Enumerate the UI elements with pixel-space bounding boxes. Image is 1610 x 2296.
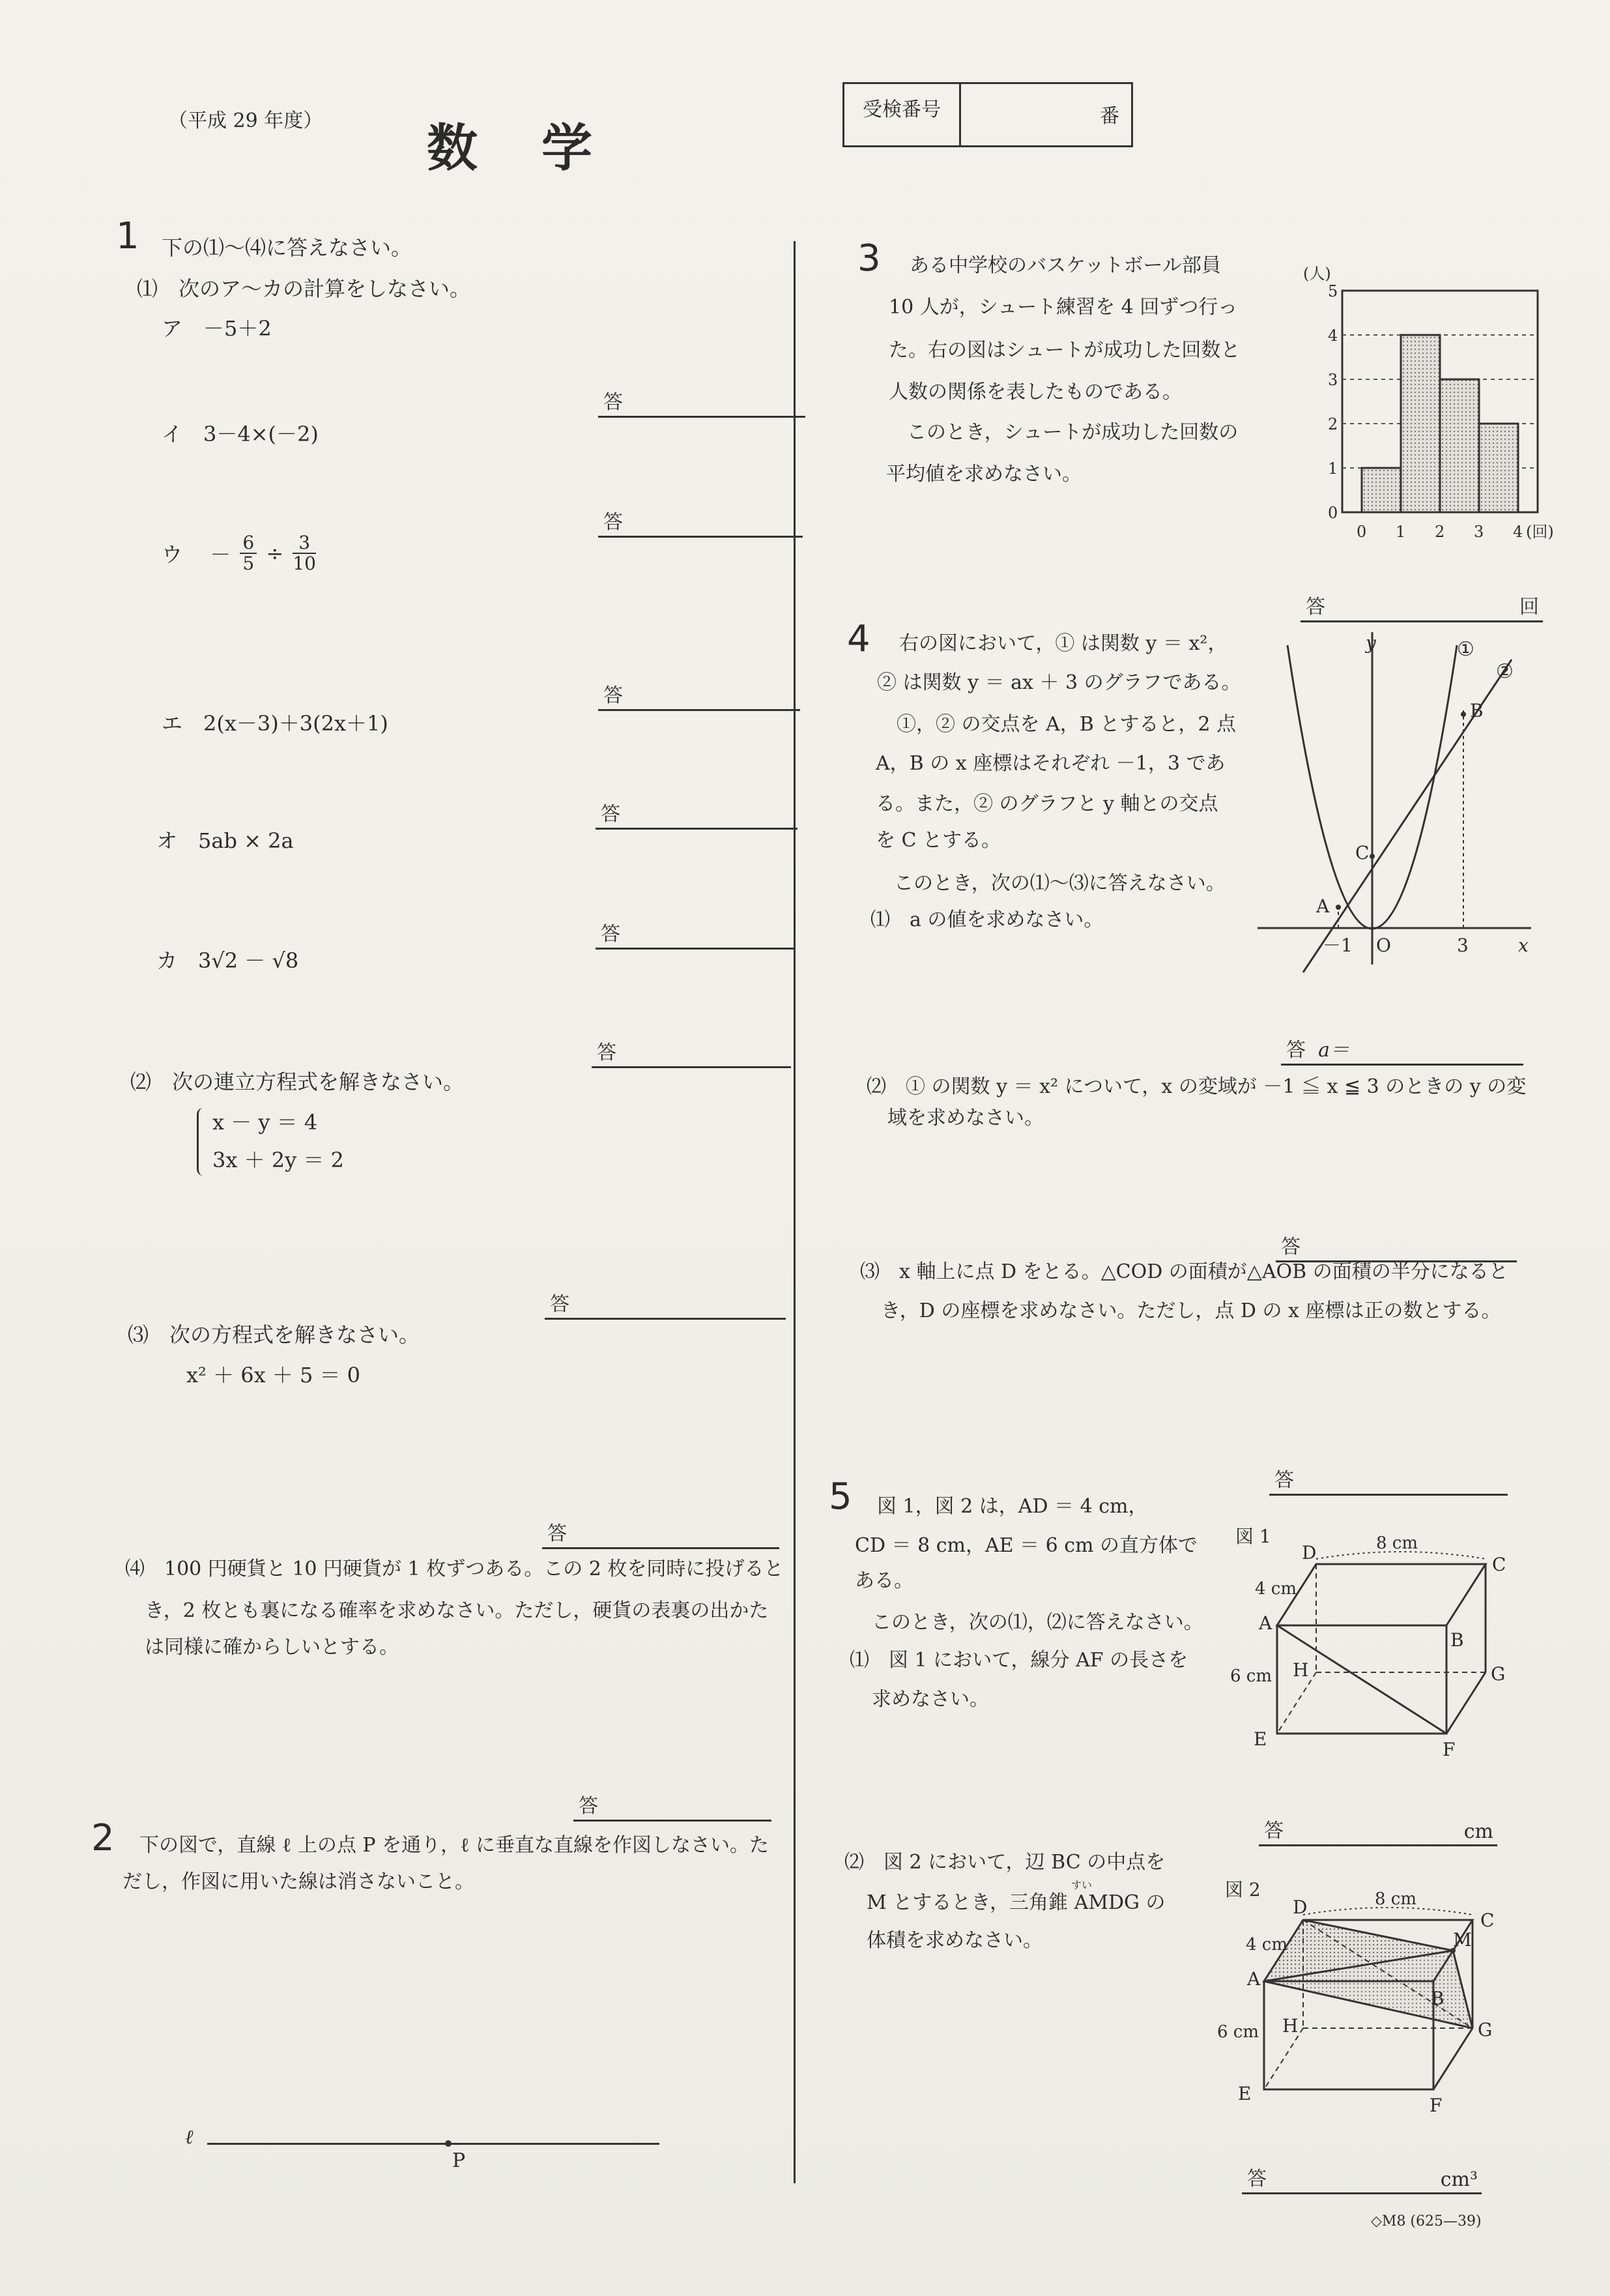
q3-line2: 10 人が，シュート練習を 4 回ずつ行っ: [889, 296, 1238, 319]
q5-p1-answer[interactable]: [1259, 1820, 1497, 1846]
dim-6cm-fig2: 6 cm: [1217, 2022, 1259, 2042]
y-axis-label: (人): [1303, 265, 1331, 283]
q1-intro: 下の⑴〜⑷に答えなさい。: [162, 235, 412, 260]
answer-label: 答: [603, 511, 623, 534]
vertex-a: A: [1259, 1612, 1272, 1634]
x-tick-label: 4: [1513, 523, 1523, 541]
q4-line3: ①，② の交点を A，B とすると，2 点: [897, 713, 1236, 736]
point-c: [1370, 854, 1375, 859]
q1-e-expr: 2(x－3)＋3(2x＋1): [203, 711, 388, 736]
page-title: 数 学: [427, 119, 599, 178]
q1-p2-brace: [197, 1108, 208, 1176]
exam-number-label: 受検番号: [844, 84, 961, 145]
vertex-f-fig2: F: [1430, 2095, 1443, 2116]
q1-a-label: ア: [162, 316, 183, 341]
footer-code: ◇M8 (625—39): [1371, 2213, 1482, 2230]
q2-line1: 下の図で，直線 ℓ 上の点 P を通り，ℓ に垂直な直線を作図しなさい。た: [139, 1834, 769, 1857]
fig1-title: 図 1: [1235, 1526, 1271, 1547]
x-tick-label: 2: [1435, 523, 1445, 541]
q5-line3: ある。: [855, 1569, 913, 1592]
vertex-e-fig2: E: [1238, 2083, 1252, 2104]
q5-p1-line1: ⑴ 図 1 において，線分 AF の長さを: [850, 1649, 1188, 1672]
vertex-h-fig2: H: [1282, 2015, 1299, 2037]
q1-p4-line3: は同様に確からしいとする。: [145, 1636, 399, 1659]
bar-2: [1401, 335, 1440, 512]
bar-1: [1362, 468, 1401, 512]
point-p-dot[interactable]: [445, 2140, 452, 2147]
q1-i-answer[interactable]: [598, 511, 803, 538]
q1-u-fraction-1: $\frac{6}{5}$: [240, 533, 257, 574]
curve-1-label: ①: [1457, 638, 1474, 661]
y-tick-label: 5: [1328, 282, 1338, 300]
vertex-e: E: [1254, 1728, 1267, 1750]
q1-i-item: [162, 416, 319, 452]
q1-ka-item: [156, 942, 298, 979]
q5-p2-ruby: すい: [1071, 1879, 1093, 1891]
point-b: [1461, 712, 1466, 717]
answer-label: 答: [601, 803, 620, 826]
y-tick-label: 1: [1328, 459, 1338, 478]
q4-p2-line1: ⑵ ① の関数 y ＝ x² について，x の変域が －1 ≦ x ≦ 3 のときの y の変: [867, 1075, 1527, 1098]
point-a: [1336, 905, 1341, 910]
exam-number-box: [842, 82, 1133, 147]
dim-8cm: 8 cm: [1376, 1533, 1418, 1553]
q4-line4: A，B の x 座標はそれぞれ －1，3 であ: [876, 752, 1226, 775]
q1-p2-eq1: x － y ＝ 4: [212, 1110, 318, 1135]
q5-p2-line1: ⑵ 図 2 において，辺 BC の中点を: [844, 1851, 1166, 1874]
q5-p2-line2: M とするとき，三角錐 AMDG の: [867, 1891, 1166, 1914]
point-b-label: B: [1470, 700, 1484, 721]
vertex-b: B: [1450, 1629, 1464, 1651]
q1-u-fraction-2: $\frac{3}{10}$: [293, 532, 316, 574]
answer-label: 答: [1264, 1820, 1284, 1842]
y-tick-label: 2: [1328, 415, 1338, 433]
q5-p1-line2: 求めなさい。: [872, 1688, 989, 1711]
x-tick-label: 1: [1396, 523, 1406, 541]
point-p-label: P: [452, 2149, 466, 2172]
q4-p3-line1: ⑶ x 軸上に点 D をとる。△COD の面積が△AOB の面積の半分になると: [860, 1260, 1508, 1283]
q4-p3-line2: き，D の座標を求めなさい。ただし，点 D の x 座標は正の数とする。: [881, 1300, 1501, 1322]
dim-6cm: 6 cm: [1230, 1666, 1272, 1686]
x-minus1-label: －1: [1323, 935, 1353, 956]
q5-figure-2: [1212, 1881, 1512, 2122]
q4-line2: ② は関数 y ＝ ax ＋ 3 のグラフである。: [877, 671, 1241, 694]
q1-p1-intro: ⑴ 次のア〜カの計算をしなさい。: [137, 276, 471, 301]
q4-line5: る。また，② のグラフと y 軸との交点: [876, 792, 1218, 815]
answer-label: 答: [1274, 1469, 1294, 1492]
vertex-c-fig2: C: [1480, 1910, 1495, 1931]
vertex-a-fig2: A: [1247, 1968, 1261, 1990]
q1-u-item: [162, 533, 319, 574]
q1-o-answer[interactable]: [596, 923, 795, 950]
bar-3: [1440, 379, 1479, 512]
vertex-d-fig2: D: [1293, 1896, 1308, 1918]
q5-p2-line3: 体積を求めなさい。: [867, 1929, 1042, 1952]
q3-line1: ある中学校のバスケットボール部員: [910, 254, 1221, 277]
answer-label: 答: [579, 1795, 598, 1818]
q5-line2: CD ＝ 8 cm，AE ＝ 6 cm の直方体で: [855, 1534, 1198, 1557]
y-tick-label: 0: [1328, 504, 1338, 522]
answer-label: 答: [1306, 596, 1325, 618]
q1-p2-eq2: 3x ＋ 2y ＝ 2: [212, 1148, 344, 1172]
q1-ka-answer[interactable]: [592, 1041, 791, 1068]
line-l[interactable]: [207, 2143, 659, 2145]
answer-label: 答: [603, 684, 623, 707]
q5-p2-unit: cm³: [1440, 2168, 1478, 2191]
q1-o-item: [156, 822, 294, 859]
x-tick-label: 3: [1474, 523, 1484, 541]
vertex-d: D: [1302, 1542, 1317, 1563]
dim-8cm-fig2: 8 cm: [1375, 1889, 1417, 1909]
x-3-label: 3: [1457, 935, 1469, 956]
origin-label: O: [1376, 935, 1391, 956]
q3-line3: た。右の図はシュートが成功した回数と: [889, 339, 1241, 362]
q1-u-label: ウ: [162, 542, 183, 567]
vertex-g-fig2: G: [1478, 2019, 1493, 2041]
line-l-label: ℓ: [185, 2126, 194, 2149]
year-label: （平成 29 年度）: [168, 109, 323, 132]
q4-p1: ⑴ a の値を求めなさい。: [870, 908, 1104, 931]
answer-label: 答: [550, 1293, 569, 1316]
q3-line6: 平均値を求めなさい。: [886, 463, 1082, 486]
q4-number: 4: [847, 618, 870, 660]
q2-number: 2: [91, 1817, 115, 1859]
q1-a-item: [162, 310, 272, 347]
answer-label: 答: [601, 923, 620, 946]
q1-o-expr: 5ab × 2a: [198, 828, 294, 853]
q3-answer[interactable]: [1301, 596, 1543, 622]
dim-4cm-fig2: 4 cm: [1246, 1935, 1288, 1955]
q1-e-answer[interactable]: [596, 803, 798, 830]
bar-4: [1479, 424, 1518, 512]
q4-p1-answer-prefix: 答 a＝: [1286, 1039, 1349, 1062]
q3-number: 3: [857, 237, 881, 280]
vertex-f: F: [1443, 1739, 1456, 1760]
y-tick-label: 4: [1328, 327, 1338, 345]
q4-line7: このとき，次の⑴〜⑶に答えなさい。: [894, 872, 1226, 895]
answer-label: 答: [1281, 1236, 1301, 1258]
q1-ka-expr: 3√2 － √8: [198, 948, 299, 973]
answer-label: 答: [547, 1522, 567, 1545]
q3-answer-unit: 回: [1519, 596, 1539, 618]
q5-line1: 図 1，図 2 は，AD ＝ 4 cm，: [877, 1495, 1148, 1518]
q1-o-label: オ: [156, 828, 178, 853]
q1-p4-line1: ⑷ 100 円硬貨と 10 円硬貨が 1 枚ずつある。この 2 枚を同時に投げると: [125, 1558, 784, 1580]
q1-ka-label: カ: [156, 948, 178, 973]
q5-figure-1: [1225, 1525, 1525, 1766]
q1-p3-answer[interactable]: [542, 1522, 779, 1549]
q4-p3-answer[interactable]: [1269, 1469, 1508, 1496]
q5-line4: このとき，次の⑴，⑵に答えなさい。: [872, 1611, 1203, 1634]
q1-p4-line2: き，2 枚とも裏になる確率を求めなさい。ただし，硬貨の表裏の出かた: [145, 1599, 769, 1622]
q2-line2: だし，作図に用いた線は消さないこと。: [122, 1870, 474, 1893]
q1-i-expr: 3－4×(－2): [203, 422, 319, 446]
vertex-b-fig2: B: [1431, 1988, 1445, 2009]
q1-a-expr: －5＋2: [203, 316, 272, 341]
q5-number: 5: [829, 1475, 852, 1518]
q4-line1: 右の図において，① は関数 y ＝ x²，: [899, 632, 1228, 655]
x-tick-label: 0: [1357, 523, 1367, 541]
q4-p1-answer[interactable]: [1281, 1039, 1523, 1066]
fig2-title: 図 2: [1225, 1879, 1261, 1900]
exam-number-unit: 番: [1100, 105, 1119, 128]
answer-label: 答: [603, 391, 623, 414]
q1-e-label: エ: [162, 711, 183, 736]
q3-bar-chart: [1297, 254, 1570, 554]
q1-p4-answer[interactable]: [573, 1795, 771, 1822]
q1-a-answer[interactable]: [598, 391, 805, 418]
q1-u-answer[interactable]: [598, 684, 800, 711]
vertex-h: H: [1293, 1659, 1309, 1681]
q4-function-graph: [1251, 626, 1538, 978]
q3-line5: このとき，シュートが成功した回数の: [907, 421, 1239, 444]
answer-label: 答: [597, 1041, 616, 1064]
vertex-c: C: [1492, 1554, 1506, 1575]
q1-p2-answer[interactable]: [545, 1293, 786, 1320]
x-axis-label: (回): [1526, 523, 1554, 541]
q4-line6: を C とする。: [876, 829, 1001, 852]
q1-p3-eq: x² ＋ 6x ＋ 5 ＝ 0: [186, 1363, 361, 1388]
curve-2-label: ②: [1496, 660, 1514, 683]
dim-4cm: 4 cm: [1255, 1579, 1297, 1599]
q1-e-item: [162, 705, 388, 742]
q1-p3-intro: ⑶ 次の方程式を解きなさい。: [128, 1322, 420, 1347]
y-axis-label: y: [1366, 632, 1376, 654]
vertex-m-fig2: M: [1453, 1929, 1472, 1951]
q3-line4: 人数の関係を表したものである。: [889, 381, 1182, 403]
point-a-label: A: [1316, 895, 1330, 917]
x-axis-label: x: [1518, 935, 1529, 956]
q1-i-label: イ: [162, 422, 183, 446]
answer-label: 答: [1247, 2168, 1267, 2190]
q4-p2-line2: 域を求めなさい。: [887, 1107, 1044, 1129]
q1-number: 1: [116, 215, 139, 257]
q1-u-minus: －: [210, 542, 231, 567]
vertex-g: G: [1491, 1663, 1506, 1685]
q1-u-div: ÷: [266, 541, 284, 566]
q1-p2-intro: ⑵ 次の連立方程式を解きなさい。: [130, 1069, 465, 1094]
q5-p1-unit: cm: [1463, 1820, 1493, 1843]
point-c-label: C: [1355, 842, 1370, 864]
y-tick-label: 3: [1328, 371, 1338, 389]
q5-p2-answer[interactable]: [1242, 2168, 1482, 2194]
